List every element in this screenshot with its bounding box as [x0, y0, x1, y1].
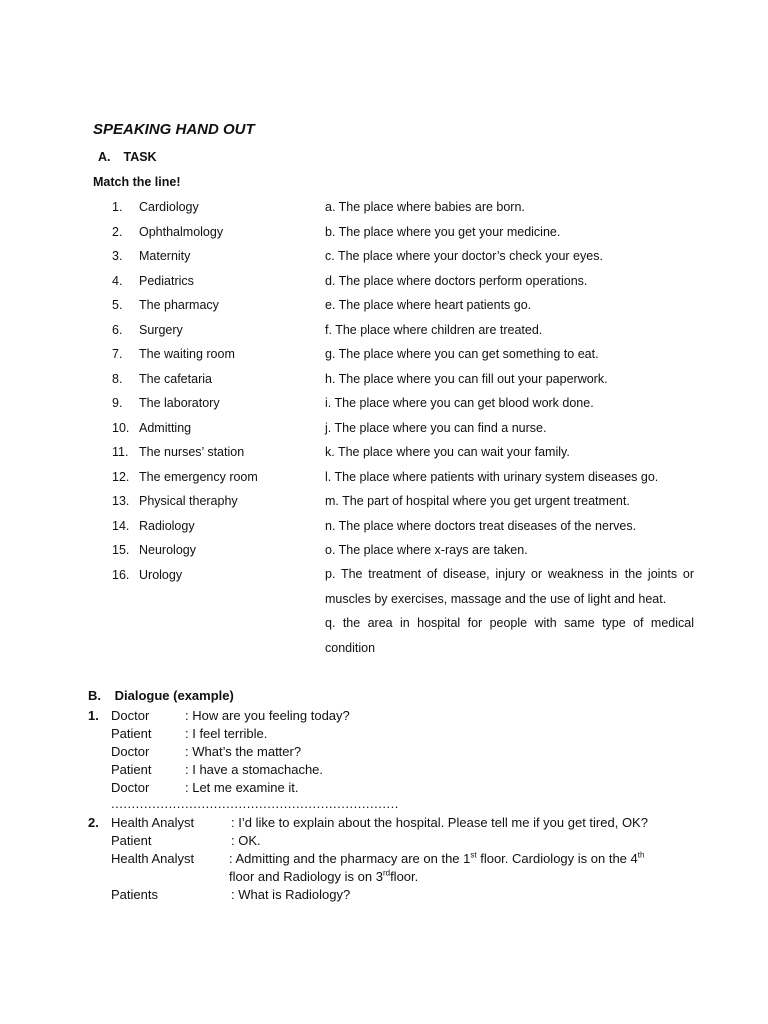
term-number: 7. — [112, 347, 123, 361]
dialogue-line — [0, 725, 680, 743]
term-text: Physical theraphy — [139, 494, 238, 508]
definition-item: i. The place where you can get blood work done. — [325, 396, 594, 410]
definition-item: e. The place where heart patients go. — [325, 298, 532, 312]
definition-item: l. The place where patients with urinary system diseases go. — [325, 469, 659, 484]
dialogue-line — [0, 832, 680, 850]
term-item — [0, 271, 300, 291]
utterance — [229, 868, 418, 886]
term-text: Radiology — [139, 518, 195, 533]
term-text: The pharmacy — [139, 298, 219, 312]
term-number: 8. — [112, 371, 123, 386]
term-number: 11. — [112, 445, 129, 459]
utterance: : What is Radiology? — [231, 887, 351, 902]
term-number: 4. — [112, 273, 123, 288]
speaker: Patient — [111, 726, 152, 741]
definition-item: n. The place where doctors treat diseases of the nerves. — [325, 518, 637, 533]
definition-item: p. The treatment of disease, injury or weakness in the joints or muscles by exercises, massage and the use of light and heat. — [325, 567, 694, 606]
term-item — [0, 467, 300, 487]
definition-item: d. The place where doctors perform operations. — [325, 273, 588, 288]
utterance-part: floor. — [390, 869, 419, 884]
speaker: Health Analyst — [111, 851, 195, 866]
page-title: SPEAKING HAND OUT — [93, 121, 255, 138]
term-text: The cafetaria — [139, 371, 212, 386]
term-number: 12. — [112, 469, 130, 484]
term-number: 13. — [112, 494, 130, 508]
term-number: 5. — [112, 298, 123, 312]
definition-item: b. The place where you get your medicine. — [325, 224, 561, 239]
term-text: Neurology — [139, 543, 196, 557]
term-item — [0, 197, 300, 217]
term-item — [0, 393, 300, 413]
section-b-title: Dialogue (example) — [114, 688, 234, 703]
dialogue-line — [0, 814, 680, 832]
term-item — [0, 491, 300, 511]
term-item — [0, 540, 300, 560]
ordinal-suffix: rd — [382, 868, 391, 878]
speaker: Patient — [111, 833, 152, 848]
section-b-label: B. — [88, 688, 101, 703]
utterance — [229, 850, 644, 868]
definition-item: h. The place where you can fill out your paperwork. — [325, 371, 608, 386]
dialogue-line — [0, 886, 680, 904]
term-text: Surgery — [139, 322, 183, 337]
definition-item: q. the area in hospital for people with same type of medical condition — [325, 616, 694, 655]
term-text: Cardiology — [139, 200, 199, 214]
speaker: Doctor — [111, 708, 150, 723]
speaker: Patient — [111, 762, 152, 777]
dialogue-line — [0, 707, 680, 725]
term-number: 1. — [112, 200, 123, 214]
term-item — [0, 295, 300, 315]
term-item — [0, 418, 300, 438]
term-text: Urology — [139, 567, 183, 582]
utterance-part: : Admitting and the pharmacy are on the 1 — [229, 851, 471, 866]
dialogue-number: 1. — [88, 708, 99, 723]
term-number: 15. — [112, 543, 130, 557]
dotted-separator: ...................................................................... — [111, 796, 399, 811]
term-text: Admitting — [139, 420, 192, 435]
section-a-label: A. — [98, 150, 111, 164]
term-number: 6. — [112, 322, 123, 337]
definition-item: a. The place where babies are born. — [325, 200, 525, 214]
term-item — [0, 344, 300, 364]
term-item — [0, 565, 300, 585]
term-number: 2. — [112, 224, 123, 239]
term-text: Pediatrics — [139, 273, 194, 288]
definition-item: j. The place where you can find a nurse. — [325, 420, 547, 435]
definition-item: m. The part of hospital where you get urgent treatment. — [325, 494, 630, 508]
dialogue-line — [0, 743, 680, 761]
section-a-heading — [98, 150, 157, 164]
term-text: The waiting room — [139, 347, 235, 361]
utterance: : What’s the matter? — [185, 744, 302, 759]
term-number: 9. — [112, 396, 123, 410]
dialogue-number: 2. — [88, 815, 99, 830]
utterance: : I’d like to explain about the hospital. Please tell me if you get tired, OK? — [231, 815, 648, 830]
utterance: : How are you feeling today? — [185, 708, 350, 723]
term-number: 10. — [112, 420, 130, 435]
definition-item: o. The place where x-rays are taken. — [325, 543, 528, 557]
term-item — [0, 442, 300, 462]
utterance: : Let me examine it. — [185, 780, 299, 795]
utterance-part: floor. Cardiology is on the 4 — [476, 851, 638, 866]
term-text: The emergency room — [139, 469, 258, 484]
speaker: Doctor — [111, 744, 150, 759]
dialogue-line — [0, 779, 680, 797]
dialogue-line — [0, 761, 680, 779]
term-item — [0, 246, 300, 266]
utterance-part: floor and Radiology is on 3 — [229, 869, 383, 884]
definition-item: f. The place where children are treated. — [325, 322, 543, 337]
term-item — [0, 369, 300, 389]
section-a-title: TASK — [123, 150, 157, 164]
utterance: : OK. — [231, 833, 261, 848]
term-item — [0, 320, 300, 340]
speaker: Health Analyst — [111, 815, 195, 830]
section-b-heading — [88, 688, 234, 703]
definition-item: g. The place where you can get something to eat. — [325, 347, 599, 361]
instruction: Match the line! — [93, 175, 181, 189]
term-number: 3. — [112, 249, 123, 263]
term-number: 14. — [112, 518, 130, 533]
speaker: Doctor — [111, 780, 150, 795]
term-text: The laboratory — [139, 396, 220, 410]
definition-item: c. The place where your doctor’s check your eyes. — [325, 249, 603, 263]
term-number: 16. — [112, 567, 130, 582]
speaker: Patients — [111, 887, 158, 902]
term-text: Maternity — [139, 249, 191, 263]
ordinal-suffix: st — [470, 850, 477, 860]
ordinal-suffix: th — [637, 850, 645, 860]
term-item — [0, 222, 300, 242]
term-text: Ophthalmology — [139, 224, 224, 239]
term-text: The nurses’ station — [139, 445, 245, 459]
dialogue-line — [0, 850, 680, 868]
utterance: : I have a stomachache. — [185, 762, 324, 777]
definition-item: k. The place where you can wait your family. — [325, 445, 570, 459]
term-item — [0, 516, 300, 536]
utterance: : I feel terrible. — [185, 726, 268, 741]
dialogue-line — [0, 868, 680, 886]
